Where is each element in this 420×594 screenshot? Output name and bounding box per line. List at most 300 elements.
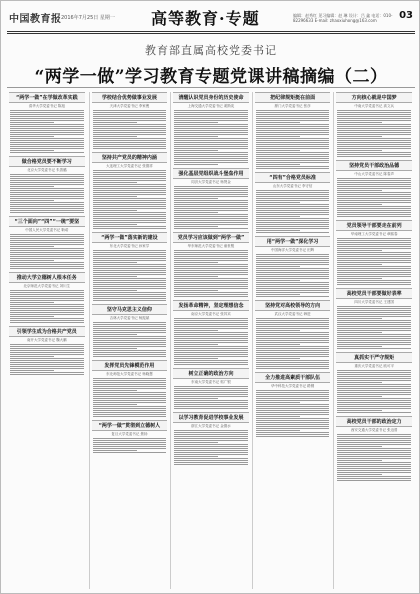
article-title: 高校党员干部要做好表率 (336, 288, 412, 299)
body-text-line (337, 322, 411, 323)
body-text-line (256, 330, 300, 331)
body-text-line (174, 436, 248, 437)
header-rule (7, 31, 415, 32)
body-text-line (174, 324, 248, 325)
article (171, 412, 251, 465)
body-text-line (93, 394, 167, 395)
body-text-line (174, 336, 248, 337)
body-text-line (337, 402, 411, 403)
body-text-line (337, 210, 411, 211)
body-text-line (256, 136, 300, 137)
article-author: 中山大学党委书记 陈春声 (354, 172, 394, 176)
article-title: 方向核心就是中国梦 (336, 92, 412, 103)
article (253, 300, 333, 369)
article-body (171, 386, 251, 409)
body-text-line (256, 418, 330, 419)
article-title: “两学一做”落实新的建设 (92, 232, 168, 243)
body-text-line (256, 124, 330, 125)
dateline: 2016年7月25日 星期一 (61, 15, 115, 21)
body-text-line (93, 202, 167, 203)
body-text-line (10, 212, 84, 213)
article-body (334, 370, 414, 413)
body-text-line (256, 134, 330, 135)
article-author: 山东大学党委书记 李守信 (272, 184, 313, 188)
body-text-line (256, 320, 330, 321)
body-text-line (256, 390, 330, 391)
body-text-line (10, 200, 54, 201)
body-text-line (256, 296, 330, 297)
article-body (171, 110, 251, 165)
body-text-line (93, 330, 167, 331)
body-text-line (10, 122, 54, 123)
body-text-line (337, 238, 411, 239)
body-text-line (93, 206, 167, 207)
article-author: 南京大学党委书记 张异宾 (191, 312, 231, 316)
body-text-line (174, 348, 248, 349)
body-text-line (93, 348, 137, 349)
body-text-line (256, 268, 330, 269)
body-text-line (337, 388, 411, 389)
body-text-line (93, 328, 167, 329)
body-text-line (256, 164, 300, 165)
body-text-line (93, 252, 167, 253)
body-text-line (174, 162, 248, 163)
body-text-line (337, 144, 411, 145)
body-text-line (337, 380, 411, 381)
body-text-line (93, 388, 167, 389)
body-text-line (337, 260, 411, 261)
article (90, 152, 170, 229)
body-text-line (174, 128, 248, 129)
body-text-line (256, 220, 330, 221)
body-text-line (10, 128, 84, 129)
body-text-line (256, 420, 330, 421)
body-text-line (337, 200, 411, 201)
body-text-line (174, 130, 248, 131)
body-text-line (93, 260, 167, 261)
body-text-line (174, 332, 248, 333)
body-text-line (337, 250, 381, 251)
article-title: 树立正确的政治方向 (173, 368, 249, 379)
body-text-line (256, 166, 330, 167)
body-text-line (93, 228, 167, 229)
body-text-line (10, 196, 84, 197)
body-text-line (256, 348, 330, 349)
body-text-line (93, 222, 167, 223)
body-text-line (337, 318, 381, 319)
body-text-line (256, 280, 300, 281)
body-text-line (10, 146, 84, 147)
body-text-line (93, 296, 167, 297)
body-text-line (174, 350, 248, 351)
header-rule-thin (7, 33, 415, 34)
body-text-line (10, 184, 84, 185)
body-text-line (10, 152, 84, 153)
body-text-line (10, 188, 84, 189)
body-text-line (337, 198, 411, 199)
article-body (90, 250, 170, 301)
body-text-line (93, 338, 167, 339)
page-number: 03 (399, 10, 413, 21)
article-body (253, 190, 333, 233)
body-text-line (93, 140, 167, 141)
body-text-line (93, 450, 137, 451)
body-text-line (337, 446, 381, 447)
article-body (171, 318, 251, 365)
article-author: 吉林大学党委书记 杨振斌 (109, 316, 150, 320)
body-text-line (256, 208, 330, 209)
body-text-line (10, 366, 84, 367)
body-text-line (256, 126, 330, 127)
body-text-line (10, 110, 84, 111)
body-text-line (337, 118, 411, 119)
body-text-line (93, 130, 167, 131)
body-text-line (93, 262, 137, 263)
article-title: 把纪律规矩挺在前面 (255, 92, 331, 103)
body-text-line (256, 142, 330, 143)
body-text-line (337, 246, 411, 247)
body-text-line (256, 200, 330, 201)
body-text-line (174, 458, 248, 459)
body-text-line (10, 252, 84, 253)
body-text-line (93, 452, 167, 453)
body-text-line (256, 360, 330, 361)
body-text-line (174, 344, 218, 345)
article-title: 全力推进高素质干部队伍 (255, 372, 331, 383)
article (171, 168, 251, 229)
body-text-line (10, 364, 84, 365)
body-text-line (174, 322, 248, 323)
article-title: 学校结合优势做事业发展 (92, 92, 168, 103)
body-text-line (174, 140, 248, 141)
body-text-line (337, 332, 381, 333)
body-text-line (256, 286, 330, 287)
article-author: 北京大学党委书记 朱善璐 (26, 168, 67, 172)
body-text-line (10, 246, 54, 247)
body-text-line (174, 392, 248, 393)
article-author: 大连理工大学党委书记 张德祥 (106, 164, 153, 168)
article-title: 党员领导干部要走在前列 (336, 220, 412, 231)
body-text-line (93, 404, 137, 405)
body-text-line (93, 284, 167, 285)
body-text-line (93, 292, 167, 293)
body-text-line (174, 200, 248, 201)
body-text-line (337, 264, 381, 265)
article-title: 党员学习应该做到“两学一做” (173, 232, 249, 243)
article (334, 92, 414, 157)
article-title: 发挥党员先锋模范作用 (92, 360, 168, 371)
body-text-line (174, 210, 248, 211)
masthead: 中国教育报 (9, 14, 62, 25)
body-text-line (174, 250, 248, 251)
body-text-line (256, 288, 330, 289)
body-text-line (10, 254, 84, 255)
body-text-line (256, 224, 330, 225)
body-text-line (174, 278, 248, 279)
body-text-line (337, 120, 411, 121)
body-text-line (256, 404, 330, 405)
body-text-line (337, 244, 411, 245)
body-text-line (337, 308, 411, 309)
body-text-line (337, 382, 381, 383)
body-text-line (93, 196, 137, 197)
body-text-line (256, 210, 330, 211)
body-text-line (10, 316, 54, 317)
body-text-line (93, 322, 167, 323)
body-text-line (337, 436, 411, 437)
article-body (171, 430, 251, 465)
article-body (7, 344, 87, 375)
body-text-line (337, 278, 381, 279)
body-text-line (256, 162, 330, 163)
body-text-line (174, 334, 248, 335)
body-text-line (174, 158, 248, 159)
body-text-line (174, 388, 248, 389)
body-text-line (337, 254, 411, 255)
body-text-line (256, 152, 330, 153)
body-text-line (174, 190, 248, 191)
body-text-line (10, 144, 84, 145)
body-text-line (337, 384, 411, 385)
body-text-line (337, 408, 411, 409)
body-text-line (93, 332, 167, 333)
body-text-line (174, 340, 248, 341)
body-text-line (256, 414, 330, 415)
body-text-line (93, 272, 167, 273)
article-body (90, 110, 170, 149)
body-text-line (337, 314, 411, 315)
body-text-line (174, 342, 248, 343)
body-text-line (337, 252, 411, 253)
body-text-line (93, 128, 167, 129)
article-title: “两学一做”在学做改革实践 (9, 92, 85, 103)
body-text-line (256, 364, 330, 365)
body-text-line (337, 130, 411, 131)
body-text-line (256, 260, 330, 261)
article-title: “三个面向”“四”“一统”要坚 (9, 216, 85, 227)
body-text-line (256, 366, 330, 367)
body-text-line (93, 400, 167, 401)
body-text-line (10, 140, 84, 141)
body-text-line (337, 112, 411, 113)
body-text-line (10, 210, 84, 211)
body-text-line (256, 350, 330, 351)
article (171, 92, 251, 165)
body-text-line (93, 182, 137, 183)
body-text-line (10, 360, 84, 361)
body-text-line (337, 282, 411, 283)
body-text-line (256, 402, 300, 403)
body-text-line (337, 326, 411, 327)
body-text-line (174, 430, 248, 431)
body-text-line (256, 168, 330, 169)
article (253, 172, 333, 233)
body-text-line (337, 468, 411, 469)
body-text-line (93, 110, 167, 111)
body-text-line (10, 290, 84, 291)
article (7, 272, 87, 323)
article-author: 南开大学党委书记 魏大鹏 (26, 338, 67, 342)
body-text-line (10, 354, 84, 355)
body-text-line (93, 356, 167, 357)
body-text-line (174, 402, 248, 403)
body-text-line (10, 264, 84, 265)
body-text-line (256, 410, 330, 411)
body-text-line (337, 458, 411, 459)
body-text-line (174, 220, 248, 221)
body-text-line (174, 218, 248, 219)
article-body (90, 170, 170, 229)
body-text-line (93, 180, 167, 181)
body-text-line (337, 152, 411, 153)
body-text-line (174, 438, 248, 439)
body-text-line (337, 456, 411, 457)
body-text-line (256, 120, 330, 121)
article-column (7, 92, 87, 589)
body-text-line (93, 146, 167, 147)
body-text-line (93, 112, 167, 113)
body-text-line (174, 280, 248, 281)
body-text-line (174, 400, 248, 401)
body-text-line (93, 214, 167, 215)
body-text-line (93, 342, 167, 343)
article-body (7, 290, 87, 323)
body-text-line (337, 442, 411, 443)
body-text-line (174, 134, 248, 135)
body-text-line (93, 250, 167, 251)
body-text-line (337, 242, 411, 243)
article (7, 326, 87, 375)
body-text-line (337, 136, 381, 137)
body-text-line (337, 390, 411, 391)
body-text-line (174, 212, 218, 213)
article (171, 232, 251, 297)
body-text-line (256, 160, 330, 161)
body-text-line (10, 240, 84, 241)
body-text-line (256, 396, 330, 397)
body-text-line (174, 272, 248, 273)
article-title: 坚持共产党员的精神内涵 (92, 152, 168, 163)
body-text-line (10, 186, 54, 187)
article-author: 浙江大学党委书记 金德水 (191, 424, 231, 428)
body-text-line (337, 248, 411, 249)
article-title: 坚守马克思主义信仰 (92, 304, 168, 315)
body-text-line (337, 214, 411, 215)
body-text-line (337, 256, 411, 257)
body-text-line (93, 378, 167, 379)
body-text-line (256, 284, 330, 285)
body-text-line (256, 344, 300, 345)
body-text-line (337, 340, 411, 341)
article-title: 坚持党员干部政治品德 (336, 160, 412, 171)
body-text-line (93, 186, 167, 187)
body-text-line (93, 198, 167, 199)
article (7, 156, 87, 213)
body-text-line (10, 120, 84, 121)
body-text-line (256, 342, 330, 343)
body-text-line (174, 394, 248, 395)
body-text-line (174, 112, 248, 113)
article-title: 推动大学立德树人根本任务 (9, 272, 85, 283)
body-text-line (174, 284, 248, 285)
article (334, 288, 414, 349)
body-text-line (256, 318, 330, 319)
body-text-line (256, 214, 330, 215)
article-author: 华中科技大学党委书记 路钢 (271, 384, 315, 388)
body-text-line (174, 288, 248, 289)
body-text-line (256, 392, 330, 393)
body-text-line (337, 212, 411, 213)
body-text-line (93, 136, 137, 137)
body-text-line (93, 144, 167, 145)
body-text-line (256, 292, 330, 293)
body-text-line (337, 274, 411, 275)
body-text-line (174, 452, 248, 453)
body-text-line (93, 440, 167, 441)
article-title: 坚持党对高校领导的方向 (255, 300, 331, 311)
body-text-line (174, 142, 248, 143)
body-text-line (93, 212, 167, 213)
body-text-line (337, 190, 381, 191)
body-text-line (256, 406, 330, 407)
article-body (7, 234, 87, 269)
body-text-line (93, 114, 167, 115)
body-text-line (10, 262, 84, 263)
body-text-line (337, 410, 381, 411)
body-text-line (10, 344, 84, 345)
article-body (253, 390, 333, 437)
body-text-line (174, 320, 248, 321)
body-text-line (256, 276, 330, 277)
body-text-line (174, 222, 248, 223)
body-text-line (10, 268, 84, 269)
body-text-line (337, 124, 411, 125)
body-text-line (174, 214, 248, 215)
body-text-line (256, 266, 300, 267)
body-text-line (93, 336, 167, 337)
body-text-line (10, 300, 84, 301)
body-text-line (10, 312, 84, 313)
body-text-line (10, 242, 84, 243)
body-text-line (256, 196, 330, 197)
body-text-line (337, 450, 411, 451)
body-text-line (93, 270, 167, 271)
body-text-line (337, 268, 411, 269)
body-text-line (10, 204, 84, 205)
body-text-line (256, 226, 330, 227)
body-text-line (10, 208, 84, 209)
body-text-line (256, 232, 330, 233)
body-text-line (256, 408, 330, 409)
body-text-line (93, 380, 167, 381)
article (253, 372, 333, 437)
body-text-line (174, 338, 248, 339)
body-text-line (337, 208, 411, 209)
body-text-line (337, 206, 411, 207)
body-text-line (256, 228, 330, 229)
body-text-line (174, 408, 248, 409)
body-text-line (337, 348, 411, 349)
article (90, 92, 170, 149)
body-text-line (337, 132, 411, 133)
body-text-line (337, 334, 411, 335)
body-text-line (174, 138, 248, 139)
body-text-line (10, 352, 84, 353)
body-text-line (174, 226, 218, 227)
body-text-line (174, 404, 248, 405)
article (334, 416, 414, 481)
body-text-line (256, 362, 330, 363)
